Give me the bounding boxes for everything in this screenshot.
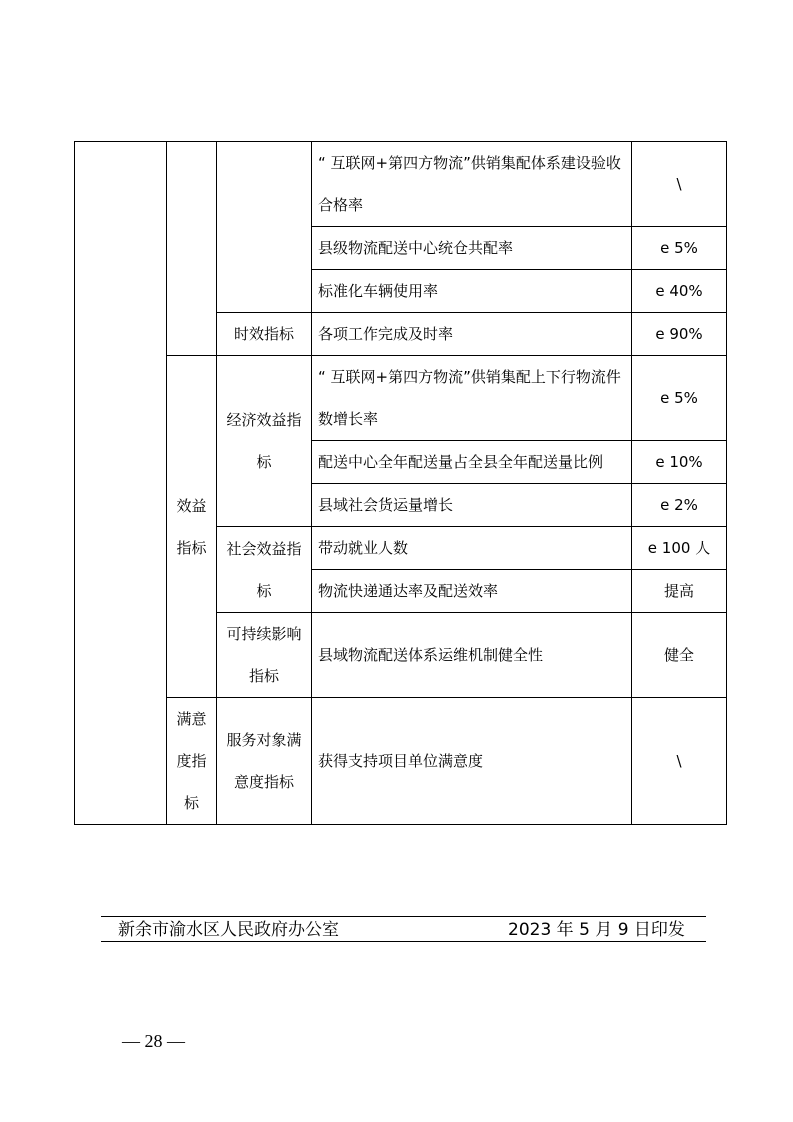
target-value-cell: e 90% <box>632 313 727 356</box>
indicator-cell: 配送中心全年配送量占全县全年配送量比例 <box>312 441 632 484</box>
target-value-cell: 提高 <box>632 570 727 613</box>
footer-bottom-rule <box>101 941 706 942</box>
indicator-cell: “ 互联网+第四方物流”供销集配上下行物流件数增长率 <box>312 356 632 441</box>
satisfaction-subcategory-cell: 服务对象满意度指标 <box>217 698 312 825</box>
issue-date: 2023 年 5 月 9 日印发 <box>508 920 685 940</box>
sustainability-subcategory-cell: 可持续影响指标 <box>217 613 312 698</box>
indicator-cell: “ 互联网+第四方物流”供销集配体系建设验收合格率 <box>312 142 632 227</box>
performance-indicator-table <box>74 141 727 825</box>
table-row <box>75 356 727 441</box>
indicator-cell: 各项工作完成及时率 <box>312 313 632 356</box>
timeliness-subcategory-cell: 时效指标 <box>217 313 312 356</box>
target-value-cell: e 2% <box>632 484 727 527</box>
table-row <box>75 142 727 227</box>
level2-category-cell <box>167 142 217 356</box>
satisfaction-category-cell: 满意度指标 <box>167 698 217 825</box>
target-value-cell: \ <box>632 142 727 227</box>
indicator-cell: 县域物流配送体系运维机制健全性 <box>312 613 632 698</box>
page-number: — 28 — <box>122 1031 185 1051</box>
indicator-cell: 带动就业人数 <box>312 527 632 570</box>
target-value-cell: e 5% <box>632 227 727 270</box>
indicator-cell: 获得支持项目单位满意度 <box>312 698 632 825</box>
target-value-cell: e 40% <box>632 270 727 313</box>
issuing-office: 新余市渝水区人民政府办公室 <box>118 920 339 940</box>
benefit-category-cell: 效益指标 <box>167 356 217 698</box>
target-value-cell: 健全 <box>632 613 727 698</box>
target-value-cell: e 10% <box>632 441 727 484</box>
indicator-cell: 县域社会货运量增长 <box>312 484 632 527</box>
target-value-cell: e 100 人 <box>632 527 727 570</box>
indicator-cell: 县级物流配送中心统仓共配率 <box>312 227 632 270</box>
footer-top-rule <box>101 916 706 917</box>
table-row <box>75 698 727 825</box>
indicator-cell: 物流快递通达率及配送效率 <box>312 570 632 613</box>
social-subcategory-cell: 社会效益指标 <box>217 527 312 613</box>
level1-category-cell <box>75 142 167 825</box>
target-value-cell: \ <box>632 698 727 825</box>
indicator-cell: 标准化车辆使用率 <box>312 270 632 313</box>
target-value-cell: e 5% <box>632 356 727 441</box>
level3-category-cell <box>217 142 312 313</box>
economic-subcategory-cell: 经济效益指标 <box>217 356 312 527</box>
